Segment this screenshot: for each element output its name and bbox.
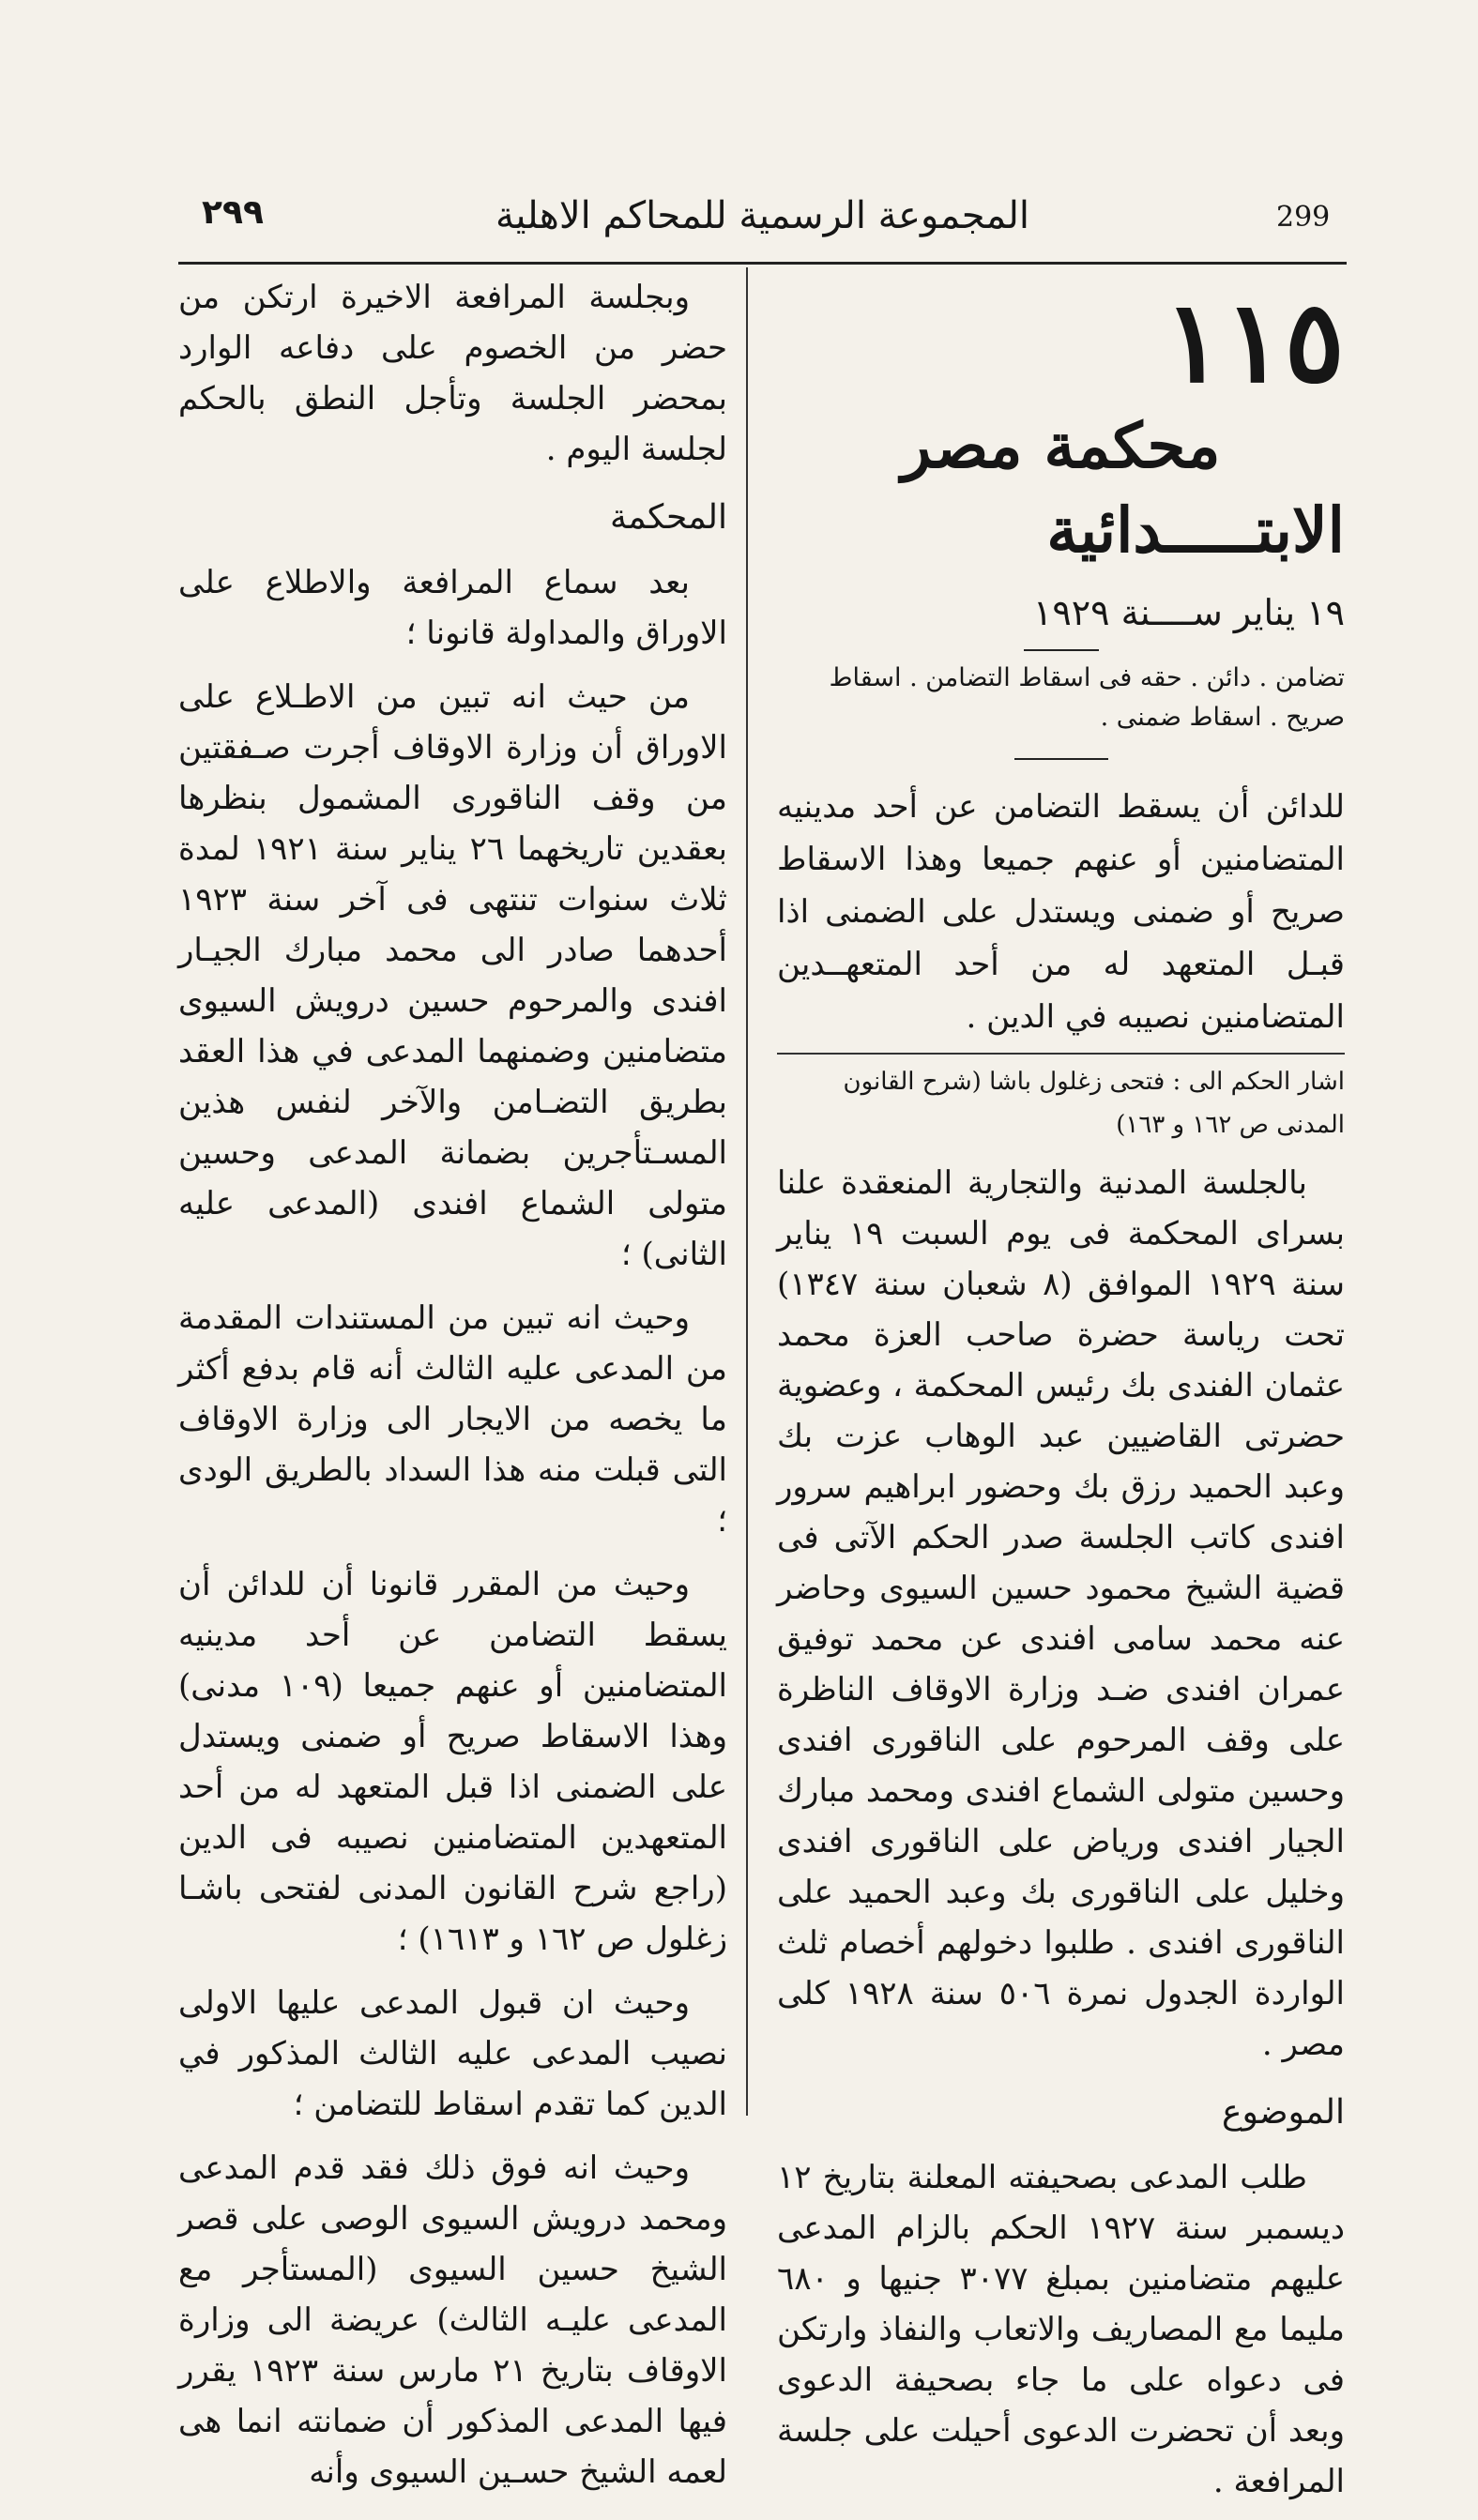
ruling-paragraph: بعد سماع المرافعة والاطلاع على الاوراق والمداولة قانونا ؛ xyxy=(178,564,727,652)
subject-paragraph: طلب المدعى بصحيفته المعلنة بتاريخ ١٢ ديسمبر سنة ١٩٢٧ الحكم بالزام المدعى عليهم متضامنين بمبلغ ٣٠٧٧ جنيها و ٦٨٠ مليما مع المصاريف والاتعاب والنفاذ وارتكن فى دعواه على ما جاء بصحيفة الدعوى وبعد أن تحضرت الدعوى أحيلت على جلسة المرافعة . xyxy=(777,2159,1346,2500)
court-heading: المحكمة xyxy=(609,498,727,537)
intro-paragraph: وبجلسة المرافعة الاخيرة ارتكن من حضر من الخصوم على دفاعه الوارد بمحضر الجلسة وتأجل النطق بالحكم لجلسة اليوم . xyxy=(178,279,727,468)
court-name: محكمة مصر الابتـــــدائية xyxy=(901,409,1345,567)
right-column xyxy=(777,272,1345,2520)
case-keywords: تضامن . دائن . حقه فى اسقاط التضامن . اسقاط صريح . اسقاط ضمنى . xyxy=(829,663,1345,732)
judgment-date: ١٩ يناير ســــنة ١٩٢٩ xyxy=(1032,592,1345,633)
page-number-arabic: ٢٩٩ xyxy=(202,193,264,232)
page-header xyxy=(178,192,1347,258)
subject-heading: الموضوع xyxy=(1221,2093,1345,2132)
journal-title: المجموعة الرسمية للمحاكم الاهلية xyxy=(495,194,1030,237)
ruling-paragraph: وحيث من المقرر قانونا أن للدائن أن يسقط التضامن عن أحد مدينيه المتضامنين أو عنهم جميعا (١٠٩ مدنى) وهذا الاسقاط صريح أو ضمنى ويستدل على الضمنى اذا قبل المتعهد له من أحد المتعهدين المتضامنين نصيبه فى الدين (راجع شرح القانون المدنى لفتحى باشـا زغلول ص ١٦٢ و ١٦١٣) ؛ xyxy=(178,1566,727,1958)
ruling-paragraph: وحيث انه تبين من المستندات المقدمة من المدعى عليه الثالث أنه قام بدفع أكثر ما يخصه من الايجار الى وزارة الاوقاف التى قبلت منه هذا السداد بالطريق الودى ؛ xyxy=(178,1299,727,1540)
reference-note: اشار الحكم الى : فتحى زغلول باشا (شرح القانون المدنى ص ١٦٢ و ١٦٣) xyxy=(777,1053,1345,1146)
ruling-paragraph: وحيث ان قبول المدعى عليها الاولى نصيب المدعى عليه الثالث المذكور في الدين كما تقدم اسقاط للتضامن ؛ xyxy=(178,1984,727,2123)
column-divider xyxy=(746,267,748,2116)
keywords-separator xyxy=(1014,758,1108,760)
session-paragraph: بالجلسة المدنية والتجارية المنعقدة علنا بسراى المحكمة فى يوم السبت ١٩ يناير سنة ١٩٢٩ الموافق (٨ شعبان سنة ١٣٤٧) تحت رياسة حضرة صاحب العزة محمد عثمان الفندى بك رئيس المحكمة ، وعضوية حضرتى القاضيين عبد الوهاب عزت بك وعبد الحميد رزق بك وحضور ابراهيم سرور افندى كاتب الجلسة صدر الحكم الآتى فى قضية الشيخ محمود حسين السيوى وحاضر عنه محمد سامى افندى عن محمد توفيق عمران افندى ضـد وزارة الاوقاف الناظرة على وقف المرحوم على الناقورى افندى وحسين متولى الشماع افندى ومحمد مبارك الجيار افندى ورياض على الناقورى افندى وخليل على الناقورى بك وعبد الحميد على الناقورى افندى . طلبوا دخولهم أخصام ثلث الواردة الجدول نمرة ٥٠٦ سنة ١٩٢٨ كلى مصر . xyxy=(777,1164,1345,2063)
case-number: ١١٥ xyxy=(1163,276,1345,408)
header-rule xyxy=(178,262,1347,265)
left-column xyxy=(178,272,727,2511)
ruling-paragraph: من حيث انه تبين من الاطـلاع على الاوراق أن وزارة الاوقاف أجرت صـفقتين من وقف الناقورى المشمول بنظرها بعقدين تاريخهما ٢٦ يناير سنة ١٩٢١ لمدة ثلاث سنوات تنتهى فى آخر سنة ١٩٢٣ أحدهما صادر الى محمد مبارك الجيـار افندى والمرحوم حسين درويش السيوى متضامنين وضمنهما المدعى في هذا العقد بطريق التضـامن والآخر لنفس هذين المسـتأجرين بضمانة المدعى وحسين متولى الشماع افندى (المدعى عليه الثانى) ؛ xyxy=(178,678,728,1273)
date-rule xyxy=(1024,649,1099,651)
legal-principle: للدائن أن يسقط التضامن عن أحد مدينيه المتضامنين أو عنهم جميعا وهذا الاسقاط صريح أو ضمنى ويستدل على الضمنى اذا قبـل المتعهد له من أحد المتعهــدين المتضامنين نصيبه في الدين . xyxy=(777,788,1345,1036)
page-number-latin: 299 xyxy=(1276,201,1331,234)
ruling-paragraph: وحيث انه فوق ذلك فقد قدم المدعى ومحمد درويش السيوى الوصى على قصر الشيخ حسين السيوى (المستأجر مع المدعى عليـه الثالث) عريضة الى وزارة الاوقاف بتاريخ ٢١ مارس سنة ١٩٢٣ يقرر فيها المدعى المذكور أن ضمانته انما هى لعمه الشيخ حسـين السيوى وأنه xyxy=(178,2149,728,2491)
